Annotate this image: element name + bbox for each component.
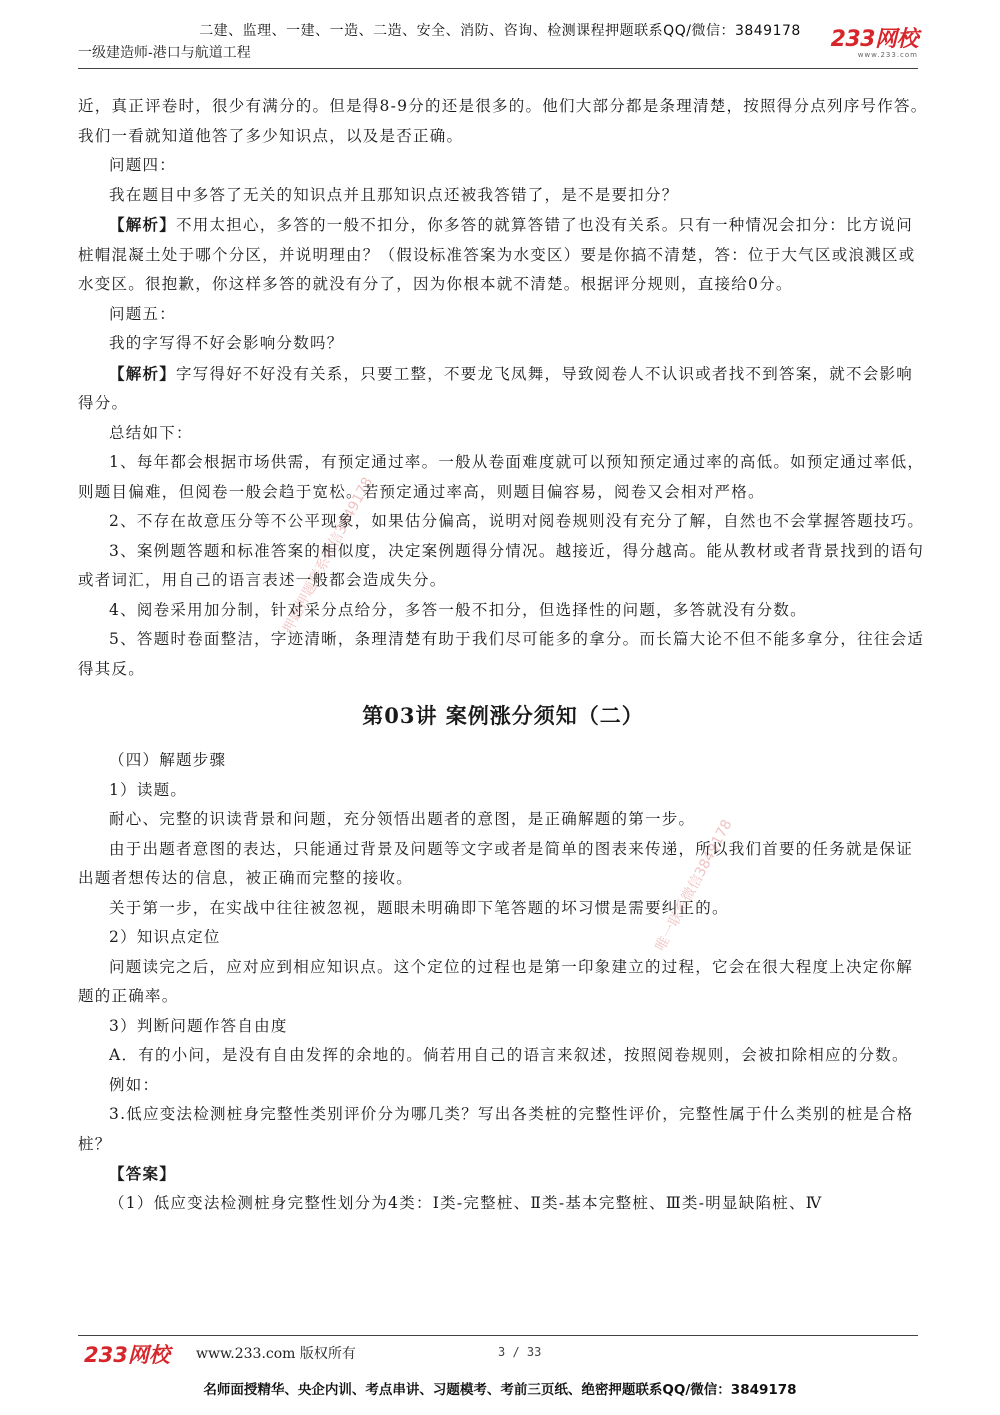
- paragraph: （1）低应变法检测桩身完整性划分为4类：Ⅰ类-完整桩、Ⅱ类-基本完整桩、Ⅲ类-明显缺陷桩、Ⅳ: [109, 1193, 823, 1212]
- paragraph: 近，真正评卷时，很少有满分的。但是得8-9分的还是很多的。他们大部分都是条理清楚，按照得分点列序号作答。我们一看就知道他答了多少知识点，以及是否正确。: [78, 97, 928, 145]
- paragraph: 耐心、完整的识读背景和问题，充分领悟出题者的意图，是正确解题的第一步。: [109, 810, 696, 828]
- answer-label: 【答案】: [109, 1164, 177, 1183]
- paragraph: 3）判断问题作答自由度: [109, 1016, 288, 1035]
- analysis-paragraph: [78, 359, 928, 419]
- watermark: 唯一联系微信3849178: [652, 817, 736, 954]
- header-banner: 二建、监理、一建、一造、二造、安全、消防、咨询、检测课程押题联系QQ/微信：3849178: [199, 23, 801, 39]
- paragraph: A．有的小问，是没有自由发挥的余地的。倘若用自己的语言来叙述，按照阅卷规则，会被扣除相应的分数。: [109, 1046, 909, 1064]
- paragraph: （四）解题步骤: [109, 751, 227, 769]
- watermark: 押题押题联系微信3849178: [280, 474, 377, 637]
- header-divider: [78, 68, 918, 69]
- paragraph: 问题读完之后，应对应到相应知识点。这个定位的过程也是第一印象建立的过程，它会在很大程度上决定你解题的正确率。: [78, 957, 914, 1005]
- paragraph: 关于第一步，在实战中往往被忽视，题眼未明确即下笔答题的坏习惯是需要纠正的。: [109, 898, 729, 917]
- header-logo: [831, 29, 918, 59]
- document-body: [78, 92, 928, 1218]
- summary-item: 4、阅卷采用加分制，针对采分点给分，多答一般不扣分，但选择性的问题，多答就没有分数。: [109, 600, 807, 619]
- summary-item: 5、答题时卷面整洁，字迹清晰，条理清楚有助于我们尽可能多的拿分。而长篇大论不但不能多拿分，往往会适得其反。: [78, 630, 925, 678]
- footer-logo: 233网校: [84, 1343, 170, 1367]
- footer-copyright: www.233.com 版权所有: [196, 1346, 356, 1362]
- analysis-label: 【解析】: [109, 363, 177, 383]
- paragraph: 3.低应变法检测桩身完整性类别评价分为哪几类？写出各类桩的完整性评价，完整性属于什么类别的桩是合格桩？: [78, 1105, 914, 1153]
- analysis-text: 不用太担心，多答的一般不扣分，你多答的就算答错了也没有关系。只有一种情况会扣分：比方说问桩帽混凝土处于哪个分区，并说明理由？（假设标准答案为水变区）要是你搞不清楚，答：位于大气区或浪溅区或水变区。很抱歉，你这样多答的就没有分了，因为你根本就不清楚。根据评分规则，直接给0分。: [78, 216, 916, 293]
- footer-divider: [78, 1335, 918, 1336]
- summary-item: 1、每年都会根据市场供需，有预定通过率。一般从卷面难度就可以预知预定通过率的高低。如预定通过率低，则题目偏难，但阅卷一般会趋于宽松。若预定通过率高，则题目偏容易，阅卷又会相对严格。: [78, 453, 925, 501]
- analysis-paragraph: [78, 210, 928, 300]
- paragraph: 总结如下：: [109, 423, 193, 442]
- page-number: 3 / 33: [498, 1345, 542, 1359]
- question-heading: 问题五：: [109, 304, 177, 323]
- paragraph: 1）读题。: [109, 780, 188, 799]
- question-text: 我的字写得不好会影响分数吗？: [109, 334, 344, 352]
- logo-text: 233网校: [830, 27, 918, 52]
- analysis-label: 【解析】: [109, 215, 177, 234]
- question-text: 我在题目中多答了无关的知识点并且那知识点还被我答错了，是不是要扣分？: [109, 185, 679, 204]
- summary-item: 3、案例题答题和标准答案的相似度，决定案例题得分情况。越接近，得分越高。能从教材或者背景找到的语句或者词汇，用自己的语言表述一般都会造成失分。: [78, 541, 925, 589]
- paragraph: 例如：: [109, 1075, 160, 1094]
- paragraph: 由于出题者意图的表达，只能通过背景及问题等文字或者是简单的图表来传递，所以我们首要的任务就是保证出题者想传达的信息，被正确而完整的接收。: [78, 839, 914, 887]
- paragraph: 2）知识点定位: [109, 928, 221, 946]
- section-heading: 第03讲 案例涨分须知（二）: [362, 703, 644, 728]
- question-heading: 问题四：: [109, 156, 177, 174]
- summary-item: 2、不存在故意压分等不公平现象，如果估分偏高，说明对阅卷规则没有充分了解，自然也不会掌握答题技巧。: [109, 512, 925, 530]
- footer-banner: 名师面授精华、央企内训、考点串讲、习题模考、考前三页纸、绝密押题联系QQ/微信：3849178: [203, 1382, 797, 1398]
- logo-url: www.233.com: [857, 51, 918, 59]
- analysis-text: 字写得好不好没有关系，只要工整，不要龙飞凤舞，导致阅卷人不认识或者找不到答案，就不会影响得分。: [78, 364, 914, 412]
- header-subtitle: 一级建造师-港口与航道工程: [78, 45, 251, 61]
